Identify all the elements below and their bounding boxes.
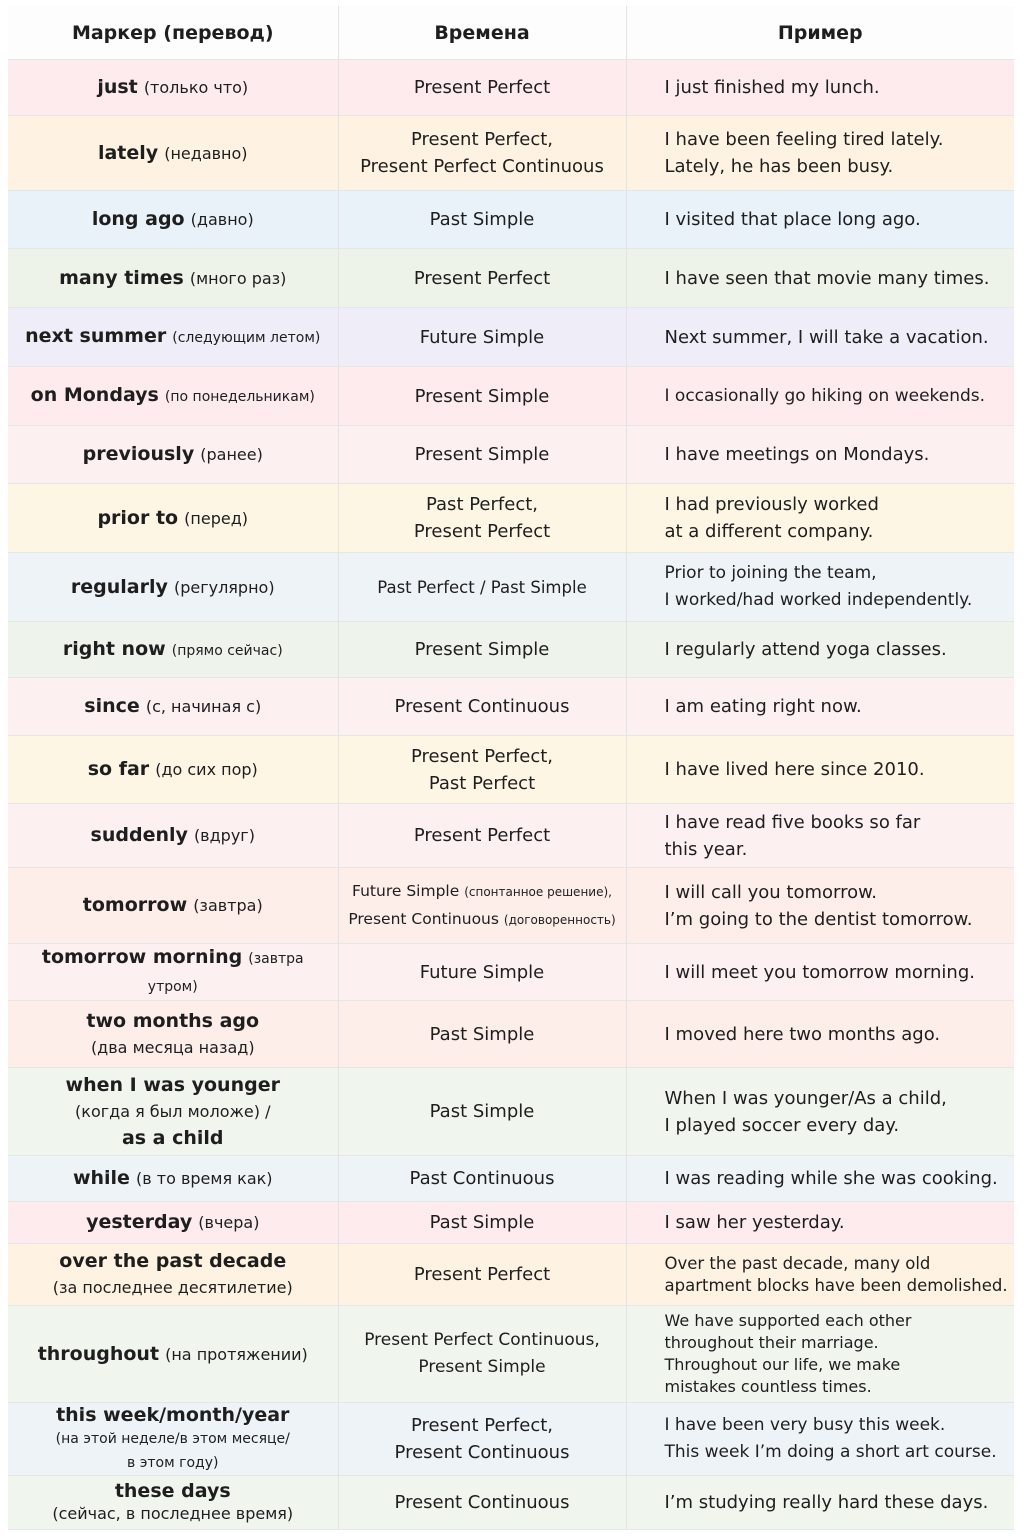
example-text: I had previously worked: [664, 494, 879, 515]
marker-translation: (за последнее десятилетие): [52, 1278, 293, 1297]
tense-cell: [338, 944, 626, 1001]
example-text: When I was younger/As a child,: [664, 1087, 947, 1109]
marker-cell: [8, 1156, 338, 1202]
marker-cell: [8, 1068, 338, 1156]
tense-text: Past Continuous: [409, 1168, 555, 1189]
marker-cell: [8, 308, 338, 367]
table-row: [8, 1202, 1014, 1244]
marker-translation: (два месяца назад): [90, 1037, 255, 1057]
tense-cell: [338, 308, 626, 367]
example-text: I am eating right now.: [664, 696, 862, 717]
marker-translation: (на этой неделе/в этом месяце/: [55, 1431, 290, 1447]
example-text: Throughout our life, we make: [664, 1355, 901, 1374]
marker-word: while: [72, 1167, 130, 1189]
example-text: I have lived here since 2010.: [664, 759, 925, 780]
example-text: Next summer, I will take a vacation.: [664, 326, 989, 348]
example-text: I’m going to the dentist tomorrow.: [664, 908, 973, 930]
tense-text: Present Continuous: [394, 1442, 570, 1463]
table-row: [8, 944, 1014, 1001]
table-row: [8, 191, 1014, 249]
example-text: I’m studying really hard these days.: [664, 1492, 989, 1513]
tense-text: Past Perfect,: [425, 494, 538, 515]
example-cell: [626, 308, 1014, 367]
table-row: [8, 622, 1014, 678]
table-row: [8, 1001, 1014, 1068]
marker-cell: [8, 484, 338, 553]
marker-word: this week/month/year: [56, 1404, 290, 1426]
tense-text: Present Perfect: [413, 267, 551, 289]
tense-text: Future Simple: [419, 326, 545, 348]
tense-cell: [338, 116, 626, 191]
marker-word: yesterday: [86, 1211, 193, 1233]
example-cell: [626, 622, 1014, 678]
tense-text: Past Simple: [429, 1212, 535, 1233]
example-text: mistakes countless times.: [664, 1377, 872, 1396]
marker-word: two months ago: [86, 1009, 260, 1032]
tense-text: Present Perfect,: [410, 1415, 554, 1436]
example-text: I played soccer every day.: [664, 1114, 900, 1136]
tense-text: Present Perfect: [413, 1264, 551, 1285]
marker-word: regularly: [70, 575, 168, 598]
marker-cell: [8, 1244, 338, 1306]
marker-word: these days: [114, 1480, 231, 1502]
marker-cell: [8, 736, 338, 804]
tense-cell: [338, 1244, 626, 1306]
tense-cell: [338, 60, 626, 116]
tense-text: Present Perfect Continuous: [360, 156, 604, 177]
tense-text: Present Perfect Continuous,: [364, 1330, 600, 1350]
tense-text: Past Simple: [429, 209, 535, 230]
tense-text: Present Simple: [414, 444, 550, 465]
tense-cell: [338, 1001, 626, 1068]
tense-text: Present Continuous: [394, 696, 570, 717]
marker-word: many times: [59, 266, 184, 289]
header-row: [8, 6, 1014, 60]
example-text: Prior to joining the team,: [664, 563, 877, 583]
marker-cell: [8, 868, 338, 944]
marker-translation: (завтра): [193, 896, 263, 915]
marker-translation: (сейчас, в последнее время): [52, 1504, 294, 1523]
example-text: this year.: [664, 838, 748, 860]
marker-cell: [8, 1001, 338, 1068]
table-row: [8, 367, 1014, 426]
marker-word: lately: [97, 141, 159, 164]
tense-text: Present Perfect: [413, 77, 551, 98]
marker-word: throughout: [37, 1342, 160, 1365]
table-row: [8, 249, 1014, 308]
marker-translation: (вчера): [198, 1213, 260, 1232]
tense-text: Present Perfect: [413, 825, 551, 846]
marker-word: tomorrow: [82, 894, 188, 916]
marker-word: since: [84, 695, 140, 717]
tense-text: Present Perfect,: [410, 129, 554, 150]
marker-word: as a child: [121, 1127, 224, 1149]
example-text: I have meetings on Mondays.: [664, 444, 930, 465]
tense-cell: [338, 1306, 626, 1403]
marker-translation: (ранее): [200, 445, 263, 464]
example-text: I have been very busy this week.: [664, 1415, 946, 1435]
tense-text: Past Perfect: [428, 772, 536, 794]
example-text: at a different company.: [664, 521, 874, 542]
marker-translation: (много раз): [189, 268, 287, 288]
tense-text: Future Simple: [352, 881, 460, 900]
table-row: [8, 678, 1014, 736]
tense-cell: [338, 1068, 626, 1156]
tense-cell: [338, 1476, 626, 1530]
example-text: apartment blocks have been demolished.: [664, 1275, 1008, 1295]
table-row: [8, 116, 1014, 191]
marker-cell: [8, 944, 338, 1001]
example-text: We have supported each other: [664, 1311, 912, 1330]
tense-cell: [338, 1202, 626, 1244]
marker-cell: [8, 553, 338, 622]
tense-cell: [338, 622, 626, 678]
marker-cell: [8, 249, 338, 308]
marker-translation: (прямо сейчас): [171, 642, 283, 659]
marker-word: next summer: [25, 325, 167, 347]
marker-word: over the past decade: [59, 1250, 287, 1272]
table-row: [8, 868, 1014, 944]
marker-word: prior to: [97, 506, 179, 529]
marker-cell: [8, 678, 338, 736]
table-row: [8, 1244, 1014, 1306]
example-cell: [626, 1306, 1014, 1403]
marker-translation: (перед): [184, 508, 249, 528]
example-cell: [626, 249, 1014, 308]
tense-text: Past Simple: [429, 1101, 535, 1122]
marker-translation: (вдруг): [193, 826, 255, 845]
marker-translation: (с, начиная с): [145, 697, 262, 716]
example-text: I saw her yesterday.: [664, 1212, 845, 1233]
marker-cell: [8, 1476, 338, 1530]
marker-word: previously: [82, 443, 195, 465]
header-example: Пример: [626, 6, 1014, 60]
example-cell: [626, 426, 1014, 484]
marker-translation: (недавно): [164, 143, 248, 163]
table-row: [8, 1156, 1014, 1202]
marker-cell: [8, 804, 338, 868]
example-cell: [626, 868, 1014, 944]
example-text: Lately, he has been busy.: [664, 156, 894, 177]
tense-text: Present Continuous: [394, 1492, 570, 1513]
marker-cell: [8, 191, 338, 249]
marker-translation: (на протяжении): [165, 1344, 308, 1364]
marker-word: when I was younger: [65, 1074, 280, 1096]
example-text: throughout their marriage.: [664, 1333, 879, 1352]
marker-translation: (завтра утром): [147, 951, 304, 995]
table-row: [8, 553, 1014, 622]
tense-cell: [338, 367, 626, 426]
example-text: I moved here two months ago.: [664, 1023, 941, 1045]
header-tenses: Времена: [338, 6, 626, 60]
example-text: I regularly attend yoga classes.: [664, 639, 947, 660]
tense-cell: [338, 868, 626, 944]
marker-cell: [8, 116, 338, 191]
tense-markers-table: [8, 6, 1014, 1530]
marker-cell: [8, 1306, 338, 1403]
marker-cell: [8, 622, 338, 678]
marker-word: suddenly: [90, 824, 188, 846]
example-text: I have read five books so far: [664, 811, 921, 833]
table-row: [8, 1476, 1014, 1530]
tense-cell: [338, 1156, 626, 1202]
marker-translation: (когда я был моложе) /: [75, 1102, 271, 1121]
tense-cell: [338, 191, 626, 249]
example-text: I occasionally go hiking on weekends.: [664, 385, 986, 406]
example-text: This week I’m doing a short art course.: [664, 1442, 997, 1462]
example-text: I worked/had worked independently.: [664, 590, 973, 610]
marker-cell: [8, 367, 338, 426]
example-text: I have seen that movie many times.: [664, 267, 990, 289]
tense-text: Past Simple: [429, 1023, 535, 1045]
example-cell: [626, 116, 1014, 191]
table-row: [8, 426, 1014, 484]
marker-translation: (следующим летом): [172, 330, 321, 346]
tense-text: Present Simple: [414, 385, 550, 407]
example-cell: [626, 1476, 1014, 1530]
marker-word: just: [97, 76, 138, 98]
marker-word: right now: [62, 637, 166, 660]
example-cell: [626, 1156, 1014, 1202]
tense-note: (спонтанное решение),: [464, 884, 612, 899]
header-marker: Маркер (перевод): [8, 6, 338, 60]
example-text: I was reading while she was cooking.: [664, 1168, 998, 1189]
tense-text: Present Perfect: [413, 521, 551, 542]
example-cell: [626, 191, 1014, 249]
table-row: [8, 60, 1014, 116]
table-row: [8, 1306, 1014, 1403]
example-cell: [626, 944, 1014, 1001]
tense-text: Present Continuous: [348, 909, 499, 928]
marker-translation: (до сих пор): [155, 760, 258, 779]
marker-word: so far: [87, 758, 150, 780]
example-cell: [626, 1001, 1014, 1068]
marker-word: tomorrow morning: [41, 946, 243, 968]
tense-text: Past Perfect / Past Simple: [377, 577, 587, 597]
marker-translation: (регулярно): [173, 577, 275, 597]
example-cell: [626, 484, 1014, 553]
tense-cell: [338, 678, 626, 736]
table-row: [8, 804, 1014, 868]
table-row: [8, 736, 1014, 804]
marker-translation: (давно): [190, 210, 254, 229]
example-text: I have been feeling tired lately.: [664, 129, 944, 150]
example-cell: [626, 1403, 1014, 1476]
marker-cell: [8, 1202, 338, 1244]
marker-word: on Mondays: [30, 384, 159, 406]
tense-text: Present Simple: [418, 1357, 546, 1377]
table-row: [8, 484, 1014, 553]
tense-cell: [338, 804, 626, 868]
marker-cell: [8, 426, 338, 484]
table-row: [8, 308, 1014, 367]
marker-translation: в этом году): [127, 1455, 219, 1471]
table-row: [8, 1068, 1014, 1156]
example-text: Over the past decade, many old: [664, 1253, 931, 1273]
tense-text: Present Simple: [414, 639, 550, 660]
marker-translation: (только что): [143, 78, 249, 97]
marker-translation: (в то время как): [136, 1169, 273, 1188]
tense-note: (договоренность): [503, 912, 616, 927]
example-cell: [626, 678, 1014, 736]
tense-cell: [338, 484, 626, 553]
example-text: I will meet you tomorrow morning.: [664, 961, 975, 983]
table-row: [8, 1403, 1014, 1476]
example-cell: [626, 1202, 1014, 1244]
marker-translation: (по понедельникам): [164, 389, 315, 405]
tense-cell: [338, 553, 626, 622]
tense-cell: [338, 736, 626, 804]
example-cell: [626, 1244, 1014, 1306]
example-cell: [626, 60, 1014, 116]
marker-cell: [8, 60, 338, 116]
example-text: I will call you tomorrow.: [664, 881, 877, 903]
example-text: I visited that place long ago.: [664, 209, 921, 230]
marker-cell: [8, 1403, 338, 1476]
example-cell: [626, 1068, 1014, 1156]
tense-text: Present Perfect,: [410, 745, 554, 767]
marker-word: long ago: [91, 208, 185, 230]
tense-text: Future Simple: [419, 961, 545, 983]
example-text: I just finished my lunch.: [664, 77, 880, 98]
tense-cell: [338, 249, 626, 308]
example-cell: [626, 553, 1014, 622]
example-cell: [626, 804, 1014, 868]
tense-cell: [338, 1403, 626, 1476]
tense-cell: [338, 426, 626, 484]
example-cell: [626, 367, 1014, 426]
example-cell: [626, 736, 1014, 804]
